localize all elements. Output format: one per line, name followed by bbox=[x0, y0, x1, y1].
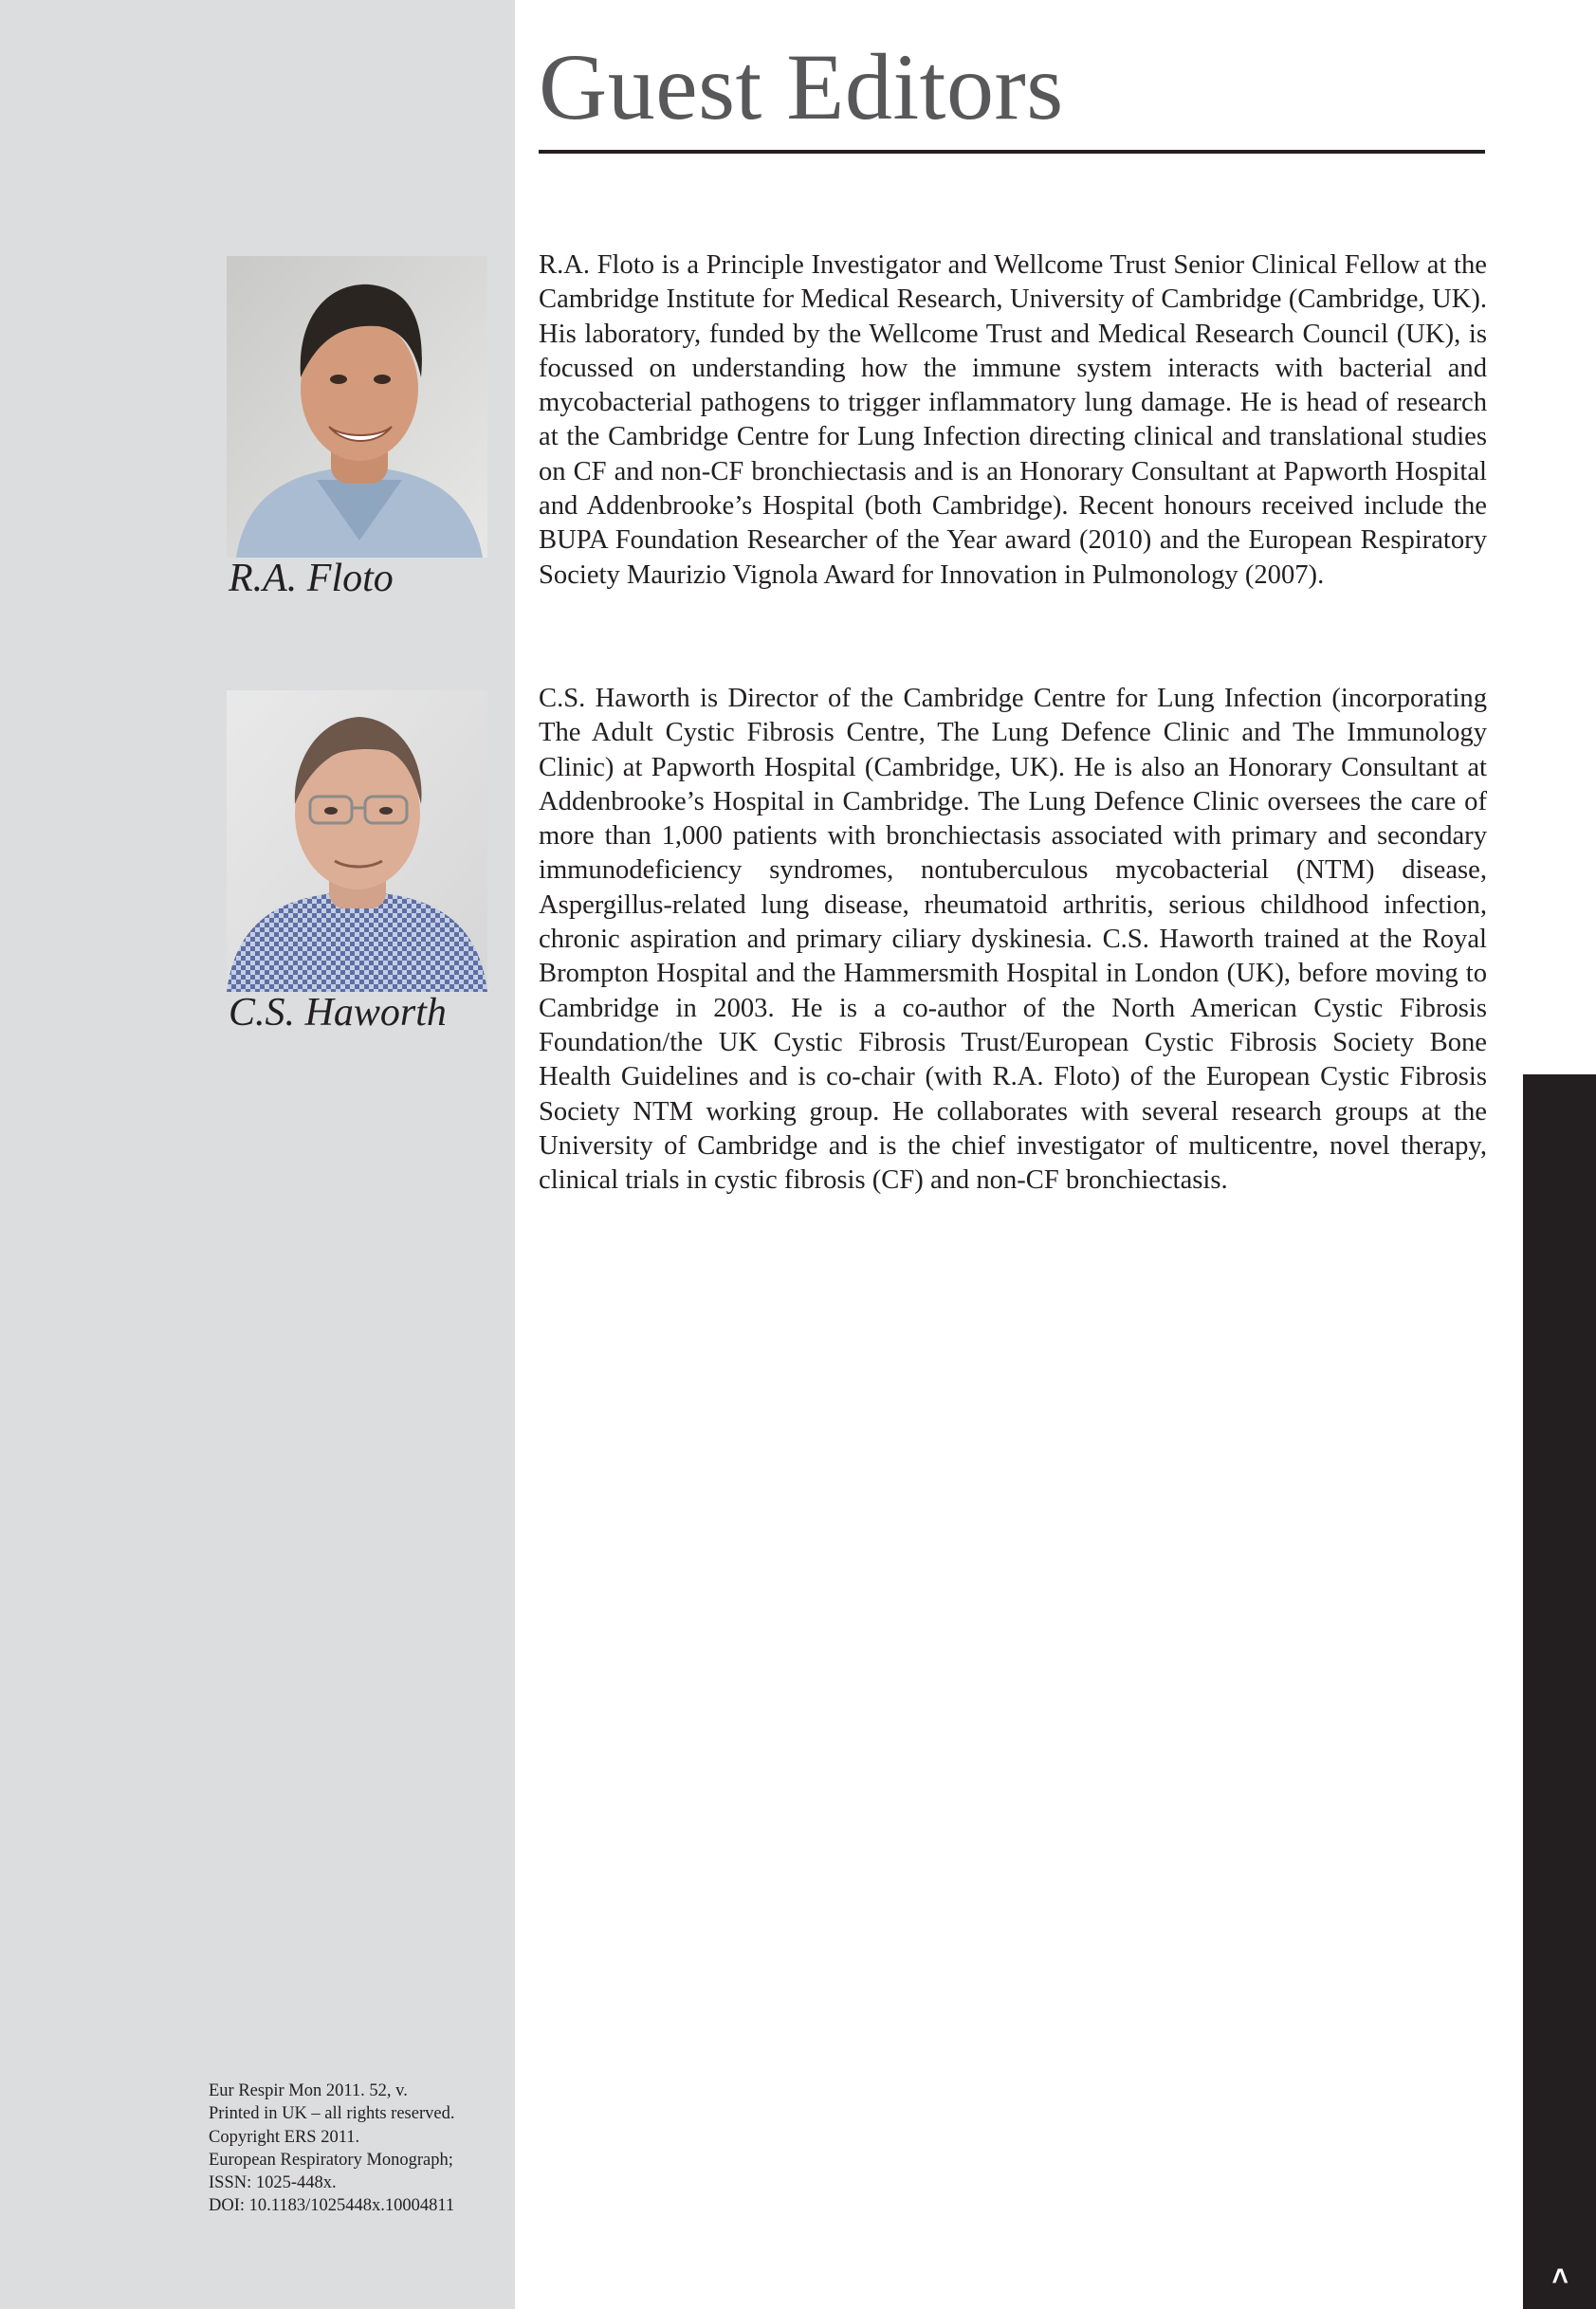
section-thumb-tab bbox=[1523, 1074, 1596, 2309]
imprint-line: Copyright ERS 2011. bbox=[209, 2127, 360, 2147]
publication-imprint bbox=[209, 2080, 503, 2218]
imprint-line: Printed in UK – all rights reserved. bbox=[209, 2104, 455, 2124]
editor-bio: C.S. Haworth is Director of the Cambridge Centre for Lung Infection (incorporating The Adult Cystic Fibrosis Centre, The Lung Defence Clinic and The Immunology Clinic) at Papworth Hospital (Cambridge, UK). He is also an Honorary Consultant at Addenbrooke’s Hospital in Cambridge. The Lung Defence Clinic oversees the care of more than 1,000 patients with bronchiectasis associated with primary and secondary immunodeficiency syndromes, nontuberculous mycobacterial (NTM) disease, Aspergillus-related lung disease, rheumatoid arthritis, serious childhood infection, chronic aspiration and primary ciliary dyskinesia. C.S. Haworth trained at the Royal Brompton Hospital and the Hammersmith Hospital in London (UK), before moving to Cambridge in 2003. He is a co-author of the North American Cystic Fibrosis Foundation/the UK Cystic Fibrosis Trust/European Cystic Fibrosis Society Bone Health Guidelines and is co-chair (with R.A. Floto) of the European Cystic Fibrosis Society NTM working group. He collaborates with several research groups at the University of Cambridge and is the chief investigator of multicentre, novel therapy, clinical trials in cystic fibrosis (CF) and non-CF bronchiectasis. bbox=[539, 684, 1487, 1196]
chevron-right-icon: > bbox=[1545, 2267, 1576, 2284]
editor-name-caption: C.S. Haworth bbox=[229, 991, 447, 1035]
editor-bio: R.A. Floto is a Principle Investigator and Wellcome Trust Senior Clinical Fellow at the Cambridge Institute for Medical Research, University of Cambridge (Cambridge, UK). His laboratory, funded by the Wellcome Trust and Medical Research Council (UK), is focussed on understanding how the immune system interacts with bacterial and mycobacterial pathogens to trigger inflammatory lung damage. He is head of research at the Cambridge Centre for Lung Infection directing clinical and translational studies on CF and non-CF bronchiectasis and is an Honorary Consultant at Papworth Hospital and Addenbrooke’s Hospital (both Cambridge). Recent honours received include the BUPA Foundation Researcher of the Year award (2010) and the European Respiratory Society Maurizio Vignola Award for Innovation in Pulmonology (2007). bbox=[539, 250, 1487, 590]
imprint-line: Eur Respir Mon 2011. 52, v. bbox=[209, 2081, 408, 2100]
editor-name-caption: R.A. Floto bbox=[229, 557, 394, 600]
imprint-line: European Respiratory Monograph; bbox=[209, 2150, 453, 2170]
title-divider bbox=[539, 150, 1485, 154]
portrait-photo-icon bbox=[227, 256, 487, 558]
portrait-photo-icon bbox=[227, 690, 487, 992]
imprint-line: DOI: 10.1183/1025448x.10004811 bbox=[209, 2196, 455, 2216]
page-title: Guest Editors bbox=[539, 34, 1064, 139]
imprint-line: ISSN: 1025-448x. bbox=[209, 2173, 337, 2193]
